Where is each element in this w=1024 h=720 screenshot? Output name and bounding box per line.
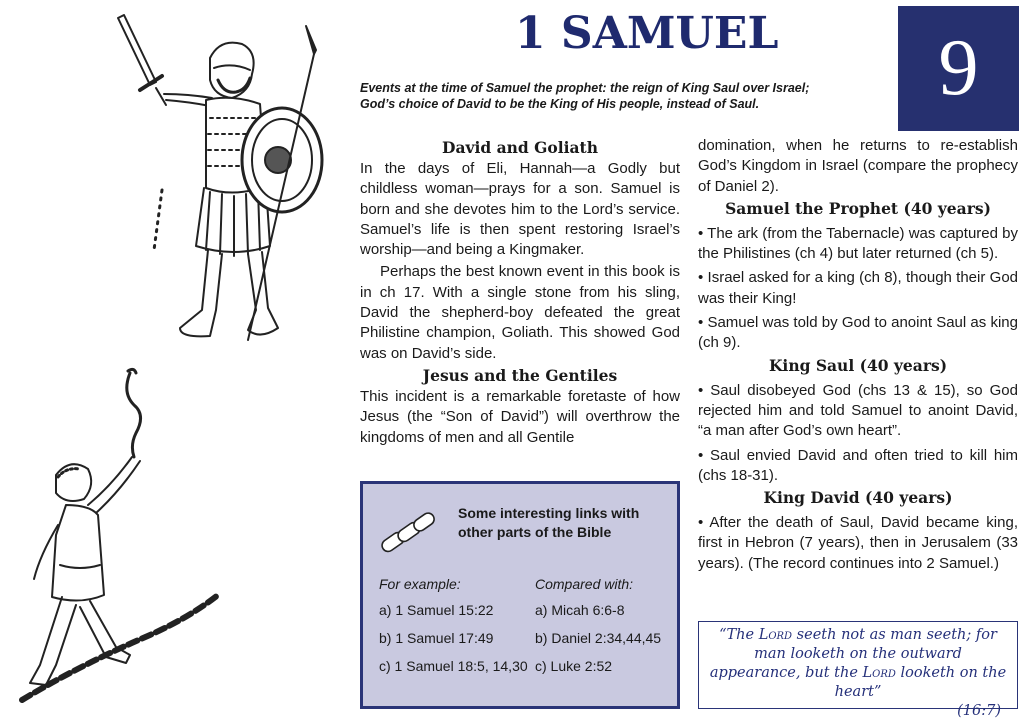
list-item: • The ark (from the Tabernacle) was captured by the Philistines (ch 4) but later returned (ch 5). xyxy=(698,224,1018,263)
compared-c: c) Luke 2:52 xyxy=(535,658,613,674)
examples-header: For example: xyxy=(379,576,461,592)
compared-header: Compared with: xyxy=(535,576,634,592)
paragraph-goliath: Perhaps the best known event in this book is in ch 17. With a single stone from his sling, David the shepherd-boy defeated the great Philistine champion, Goliath. This showed God was on David’s side. xyxy=(360,263,680,362)
quote-part-1: seeth not as man seeth; for man looketh on the outward appearance, but the xyxy=(709,627,997,681)
compared-column xyxy=(535,576,675,686)
bible-links-box xyxy=(360,481,680,709)
summary-line-2: God’s choice of David to be the King of His people, instead of Saul. xyxy=(360,97,760,111)
chapter-number-badge xyxy=(898,6,1019,131)
quote-part-2: looketh on the heart” xyxy=(834,665,1007,700)
david-illustration xyxy=(0,365,225,710)
example-a: a) 1 Samuel 15:22 xyxy=(379,602,494,618)
quote-open: “The xyxy=(719,627,759,643)
chain-link-icon xyxy=(377,512,439,562)
list-item: • Saul envied David and often tried to kill him (chs 18-31). xyxy=(698,446,1018,484)
left-column xyxy=(360,136,680,448)
book-summary xyxy=(360,80,895,112)
summary-line-1: Events at the time of Samuel the prophet: the reign of King Saul over Israel; xyxy=(360,81,810,95)
paragraph-domination: domination, when he returns to re-establish God’s Kingdom in Israel (compare the prophecy of Daniel 2). xyxy=(698,137,1018,195)
goliath-illustration xyxy=(110,10,330,355)
list-item: • Saul disobeyed God (chs 13 & 15), so God rejected him and told Samuel to anoint David, “a man after God’s own heart”. xyxy=(698,381,1018,440)
examples-column xyxy=(379,576,529,702)
quote-lord-2: Lord xyxy=(862,665,896,681)
list-item: • After the death of Saul, David became king, first in Hebron (7 years), then in Jerusalem (33 years). (The record continues into 2 Samuel.) xyxy=(698,514,1018,572)
heading-david-and-goliath: David and Goliath xyxy=(442,138,598,157)
heading-king-saul: King Saul (40 years) xyxy=(768,355,948,375)
scripture-quote xyxy=(698,621,1018,719)
heading-jesus-and-gentiles: Jesus and the Gentiles xyxy=(422,365,618,385)
list-item: • Samuel was told by God to anoint Saul as king (ch 9). xyxy=(698,314,1018,352)
example-b: b) 1 Samuel 17:49 xyxy=(379,630,494,646)
paragraph-samuel-birth: In the days of Eli, Hannah—a Godly but childless woman—prays for a son. Samuel is born and she devotes him to the Lord’s service. Samuel’s life is then spent restoring Israel’s worship—and being a Kingmaker. xyxy=(360,160,680,259)
chapter-number: 9 xyxy=(938,24,979,112)
compared-b: b) Daniel 2:34,44,45 xyxy=(535,630,662,646)
heading-king-david: King David (40 years) xyxy=(763,488,953,508)
list-item: • Israel asked for a king (ch 8), though their God was their King! xyxy=(698,269,1018,307)
quote-reference: (16:7) xyxy=(957,703,1001,719)
right-column xyxy=(698,136,1018,574)
example-c: c) 1 Samuel 18:5, 14,30 xyxy=(379,658,528,674)
page-title: 1 SAMUEL xyxy=(515,8,779,59)
quote-lord-1: Lord xyxy=(758,627,793,643)
paragraph-foretaste: This incident is a remarkable foretaste of how Jesus (the “Son of David”) will overthrow the kingdoms of men and all Gentile xyxy=(360,387,680,446)
compared-a: a) Micah 6:6-8 xyxy=(535,602,625,618)
heading-samuel-the-prophet: Samuel the Prophet (40 years) xyxy=(725,198,991,218)
links-heading: Some interesting links with other parts of the Bible xyxy=(458,505,640,540)
